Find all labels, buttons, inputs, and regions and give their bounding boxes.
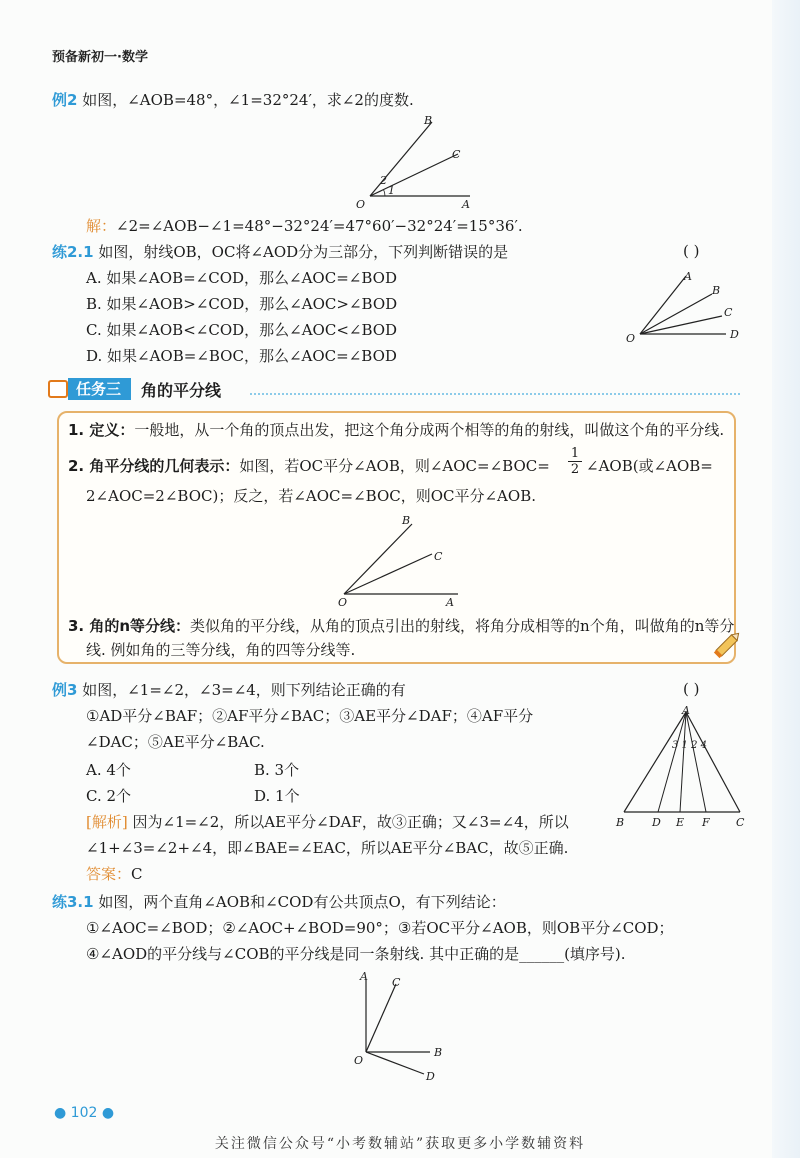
option-c: C. 如果∠AOB<∠COD，那么∠AOC<∠BOD [86, 321, 398, 339]
ex3-option-c: C. 2个 [86, 787, 132, 805]
bisector-figure [330, 512, 470, 610]
ex3-option-b: B. 3个 [254, 761, 300, 779]
page-edge [772, 0, 800, 1158]
svg-text:B: B [616, 816, 625, 829]
svg-text:C: C [736, 816, 745, 829]
label-2: 2 [380, 174, 387, 187]
example-3-analysis-2: ∠1+∠3=∠2+∠4，即∠BAE=∠EAC，所以AE平分∠BAC，故⑤正确. [86, 839, 569, 857]
svg-text:E: E [676, 816, 685, 829]
svg-text:D: D [730, 328, 739, 341]
practice-3-1-question: 练3.1 如图，两个直角∠AOB和∠COD有公共顶点O，有下列结论： [52, 893, 506, 911]
nth-divider-line2: 线. 例如角的三等分线，角的四等分线等. [86, 641, 356, 659]
svg-text:C: C [434, 550, 443, 563]
example-3-statements-2: ∠DAC；⑤AE平分∠BAC. [86, 733, 265, 751]
svg-text:D: D [652, 816, 661, 829]
label-b: B [424, 114, 433, 127]
svg-text:C: C [724, 306, 733, 319]
svg-text:A: A [682, 704, 690, 717]
svg-text:O: O [338, 596, 348, 609]
ex3-option-d: D. 1个 [254, 787, 300, 805]
label-o: O [356, 198, 366, 211]
pencil-icon [712, 628, 744, 660]
svg-text:B: B [712, 284, 721, 297]
nth-divider: 3. 角的n等分线：类似角的平分线，从角的顶点引出的射线，将角分成相等的n个角，叫做角的n等分 [68, 617, 735, 635]
example-2-solution: 解：∠2=∠AOB−∠1=48°−32°24′=47°60′−32°24′=15°36′. [86, 217, 523, 235]
label-a: A [462, 198, 470, 211]
example-3-analysis: [解析] 因为∠1=∠2，所以AE平分∠DAF，故③正确；又∠3=∠4，所以 [86, 813, 569, 831]
example-3-figure [610, 702, 750, 830]
footer-note: 关注微信公众号“小考数辅站”获取更多小学数辅资料 [214, 1136, 586, 1152]
task-3-banner [48, 378, 221, 400]
svg-text:D: D [426, 1070, 435, 1083]
option-d: D. 如果∠AOB=∠BOC，那么∠AOC=∠BOD [86, 347, 397, 365]
answer-paren: ( ) [683, 242, 700, 260]
svg-text:C: C [392, 976, 401, 989]
svg-text:O: O [626, 332, 636, 345]
label-1: 1 [388, 184, 395, 197]
option-a: A. 如果∠AOB=∠COD，那么∠AOC=∠BOD [86, 269, 397, 287]
practice-2-1-figure [620, 266, 750, 348]
page-number: ● 102 ● [54, 1105, 115, 1121]
definition: 1. 定义：一般地，从一个角的顶点出发，把这个角分成两个相等的角的射线，叫做这个角的平分线. [68, 421, 725, 439]
practice-3-1-figure [340, 966, 460, 1086]
svg-text:B: B [434, 1046, 443, 1059]
label-c: C [452, 148, 461, 161]
example-2-figure [340, 112, 500, 212]
svg-text:3 1 2 4: 3 1 2 4 [672, 740, 707, 751]
svg-text:A: A [446, 596, 454, 609]
dotted-divider [250, 393, 740, 395]
practice-3-1-line2: ①∠AOC=∠BOD；②∠AOC+∠BOD=90°；③若OC平分∠AOB，则OB平分∠COD； [86, 919, 674, 937]
ex3-option-a: A. 4个 [86, 761, 131, 779]
svg-text:O: O [354, 1054, 364, 1067]
fraction-half: 1 2 [568, 446, 582, 477]
example-3-question: 例3 如图，∠1=∠2，∠3=∠4，则下列结论正确的有 [52, 681, 406, 699]
example-3-statements: ①AD平分∠BAF；②AF平分∠BAC；③AE平分∠DAF；④AF平分 [86, 707, 534, 725]
example-3-answer: 答案：C [86, 865, 143, 883]
book-icon [48, 380, 68, 398]
svg-text:A: A [684, 270, 692, 283]
task-3-title: 角的平分线 [141, 380, 222, 400]
practice-3-1-line3: ④∠AOD的平分线与∠COB的平分线是同一条射线. 其中正确的是______(填序号). [86, 945, 626, 963]
svg-text:F: F [702, 816, 710, 829]
svg-text:B: B [402, 514, 411, 527]
svg-text:A: A [360, 970, 368, 983]
example-2-question: 例2 如图，∠AOB=48°，∠1=32°24′，求∠2的度数. [52, 91, 414, 109]
geometric-representation: 2. 角平分线的几何表示：如图，若OC平分∠AOB，则∠AOC=∠BOC= [68, 457, 550, 475]
task-3-label: 任务三 [68, 378, 131, 400]
page-header: 预备新初一·数学 [52, 50, 148, 65]
option-b: B. 如果∠AOB>∠COD，那么∠AOC>∠BOD [86, 295, 398, 313]
example-2-tag: 例2 [52, 91, 78, 109]
geometric-representation-cont: ∠AOB(或∠AOB= [586, 457, 713, 475]
practice-2-1-question: 练2.1 如图，射线OB，OC将∠AOD分为三部分，下列判断错误的是 [52, 243, 509, 261]
geometric-representation-line2: 2∠AOC=2∠BOC)；反之，若∠AOC=∠BOC，则OC平分∠AOB. [86, 487, 536, 505]
answer-paren-3: ( ) [683, 680, 700, 698]
